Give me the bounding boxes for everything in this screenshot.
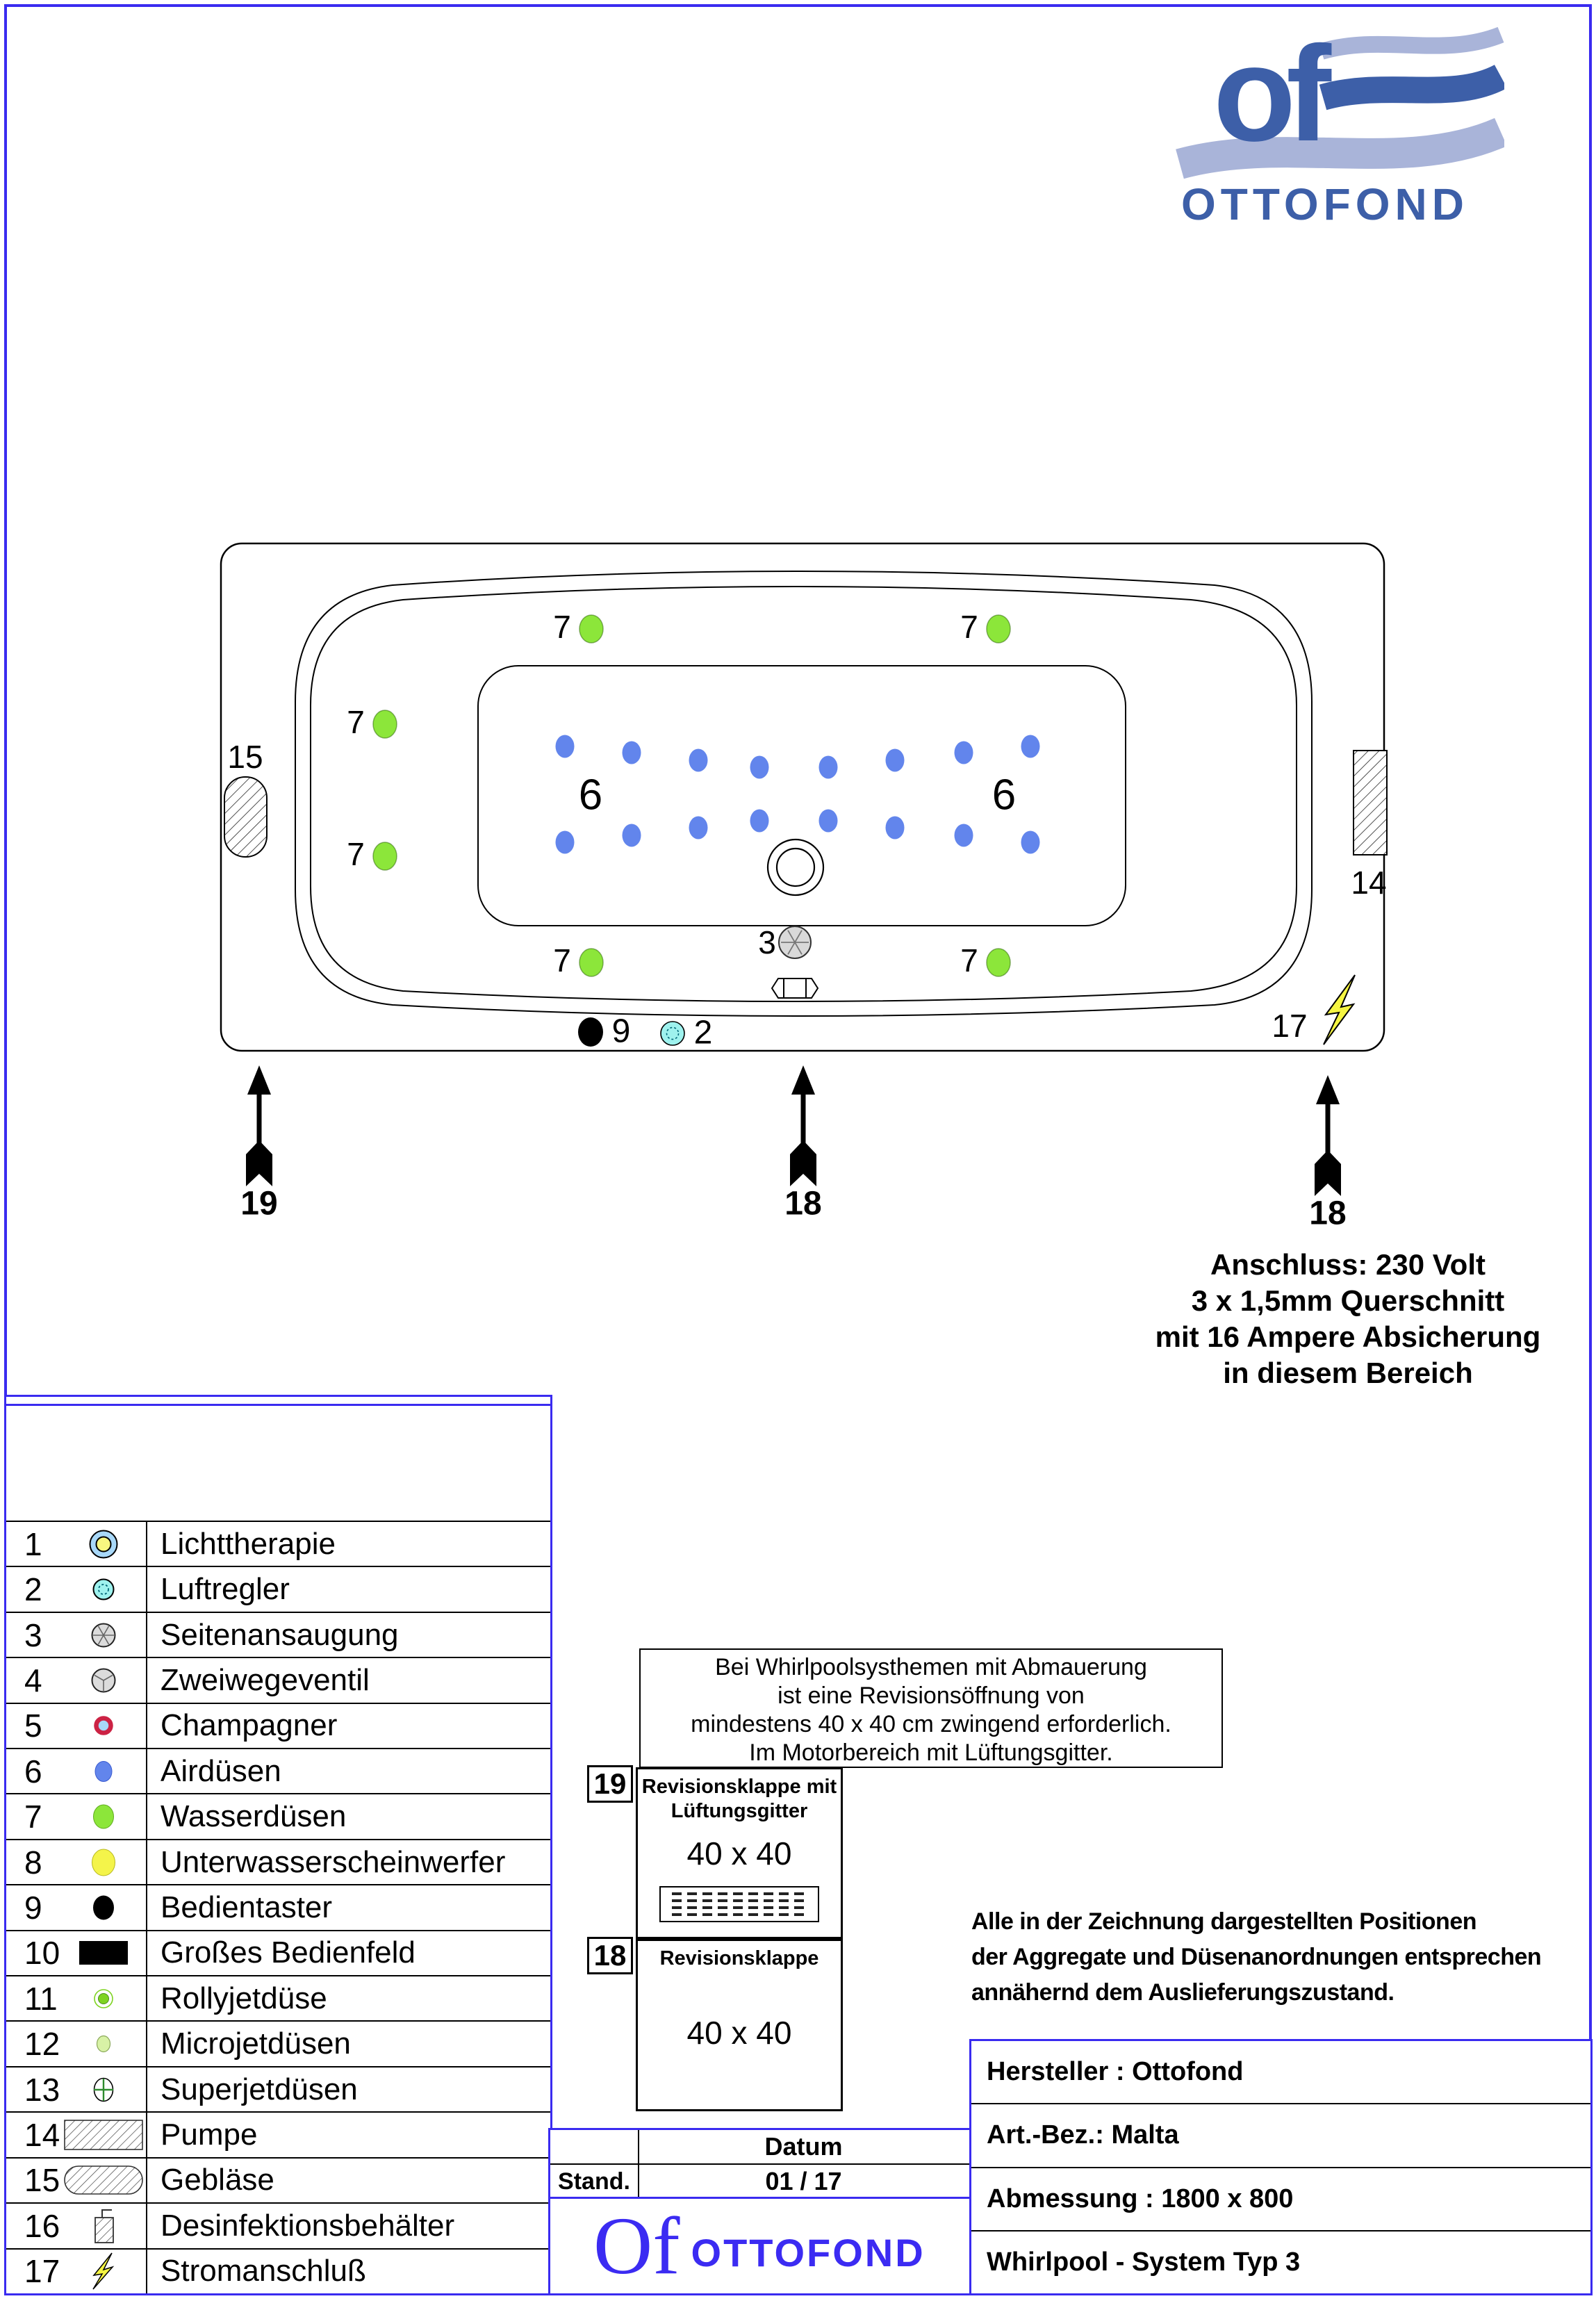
legend-table [4, 1395, 552, 2295]
air-jet-marker [819, 756, 838, 779]
licht-icon [62, 1525, 145, 1564]
info-row-abmessung: Abmessung : 1800 x 800 [971, 2167, 1590, 2230]
water-jet-number: 7 [347, 836, 365, 873]
text-line: Bei Whirlpoolsysthemen mit Abmauerung [715, 1654, 1147, 1680]
stamp-row-stand [550, 2163, 969, 2198]
legend-number: 15 [24, 2162, 60, 2199]
legend-row-bedientaster [6, 1884, 550, 1929]
arrow-number: 18 [784, 1185, 822, 1222]
legend-label: Microjetdüsen [161, 2026, 351, 2061]
legend-row-desinfektionsbeh-lter [6, 2202, 550, 2247]
rev19-size: 40 x 40 [686, 1835, 792, 1872]
legend-number: 4 [24, 1662, 42, 1698]
legend-label: Stromanschluß [161, 2254, 366, 2288]
rev18-size: 40 x 40 [686, 2015, 792, 2051]
direction-arrow-fletch [790, 1140, 816, 1186]
title-stamp [548, 2128, 971, 2295]
legend-number: 14 [24, 2116, 60, 2153]
direction-arrow-fletch [1315, 1150, 1341, 1196]
text-line: der Aggregate und Düsenanordnungen entsprechen [971, 1944, 1542, 1970]
legend-number: 16 [24, 2207, 60, 2244]
legend-label: Gebläse [161, 2163, 274, 2197]
legend-row-zweiwegeventil [6, 1657, 550, 1702]
water-jet-number: 7 [553, 942, 571, 979]
disclaimer-text [971, 1904, 1583, 2011]
arrow-number: 18 [1309, 1195, 1347, 1232]
water-jet-marker [579, 615, 603, 643]
seiten-icon [62, 1616, 145, 1655]
legend-label: Zweiwegeventil [161, 1662, 370, 1697]
stamp-column-divider [638, 2130, 639, 2197]
water-jet-number: 7 [960, 609, 978, 646]
bedienfeld-icon [62, 1933, 145, 1972]
legend-row-lichttherapie [6, 1521, 550, 1566]
legend-row-champagner [6, 1703, 550, 1748]
legend-label: Bedientaster [161, 1890, 333, 1924]
tub-outer-rim [221, 543, 1387, 1051]
water-jet-number: 7 [960, 942, 978, 979]
legend-label: Rollyjetdüse [161, 1981, 327, 2015]
air-jet-marker [886, 749, 905, 772]
unterwasser-icon [62, 1843, 145, 1882]
legend-number: 10 [24, 1935, 60, 1972]
legend-label: Großes Bedienfeld [161, 1935, 416, 1970]
rev19-title [638, 1775, 841, 1824]
air-jet-marker [623, 742, 641, 764]
desinfektion-icon [62, 2206, 145, 2245]
stamp-logo-word: OTTOFOND [691, 2230, 925, 2275]
logo-wave-light-top [1322, 35, 1501, 51]
air-jet-marker [955, 742, 973, 764]
water-jet-marker [373, 842, 397, 870]
overflow-fitting [772, 978, 818, 998]
control-button-marker [578, 1017, 603, 1047]
micro-icon [62, 2024, 145, 2063]
rev18-box [636, 1939, 843, 2111]
legend-top-rule [6, 1404, 550, 1406]
legend-label: Luftregler [161, 1572, 290, 1607]
rev19-box [636, 1767, 843, 1939]
air-control-number: 2 [693, 1014, 713, 1051]
legend-number: 13 [24, 2071, 60, 2108]
revision-note-box [639, 1648, 1223, 1768]
geblaese-icon [62, 2161, 145, 2200]
legend-number: 8 [24, 1844, 42, 1881]
air-jet-marker [1021, 831, 1040, 854]
text-line: mit 16 Ampere Absicherung [1155, 1320, 1541, 1353]
zweiweg-icon [62, 1661, 145, 1700]
legend-number: 2 [24, 1571, 42, 1608]
power-number: 17 [1272, 1008, 1308, 1045]
power-note [1140, 1247, 1556, 1391]
ottofond-logo [1174, 15, 1504, 227]
direction-arrow-fletch [246, 1140, 272, 1186]
legend-label: Superjetdüsen [161, 2072, 358, 2106]
water-jet-marker [987, 615, 1010, 643]
bedientaster-icon [62, 1888, 145, 1927]
air-jet-marker [623, 824, 641, 847]
legend-row-superjetd-sen [6, 2066, 550, 2111]
direction-arrow-head [1316, 1075, 1340, 1104]
control-button-number: 9 [611, 1013, 631, 1050]
text-line: Alle in der Zeichnung dargestellten Positionen [971, 1908, 1476, 1935]
legend-number: 12 [24, 2026, 60, 2063]
air-icon [62, 1752, 145, 1791]
logo-mark: of [1213, 18, 1322, 170]
logo-wave-dark [1323, 76, 1501, 97]
stamp-logo-mark: Of [593, 2200, 680, 2291]
stamp-empty-cell [550, 2130, 638, 2163]
pumpe-icon [62, 2115, 145, 2154]
legend-number: 3 [24, 1616, 42, 1653]
air-jet-marker [955, 824, 973, 847]
air-jet-marker [886, 817, 905, 840]
pump-number: 14 [1351, 865, 1387, 901]
blower-number: 15 [227, 739, 263, 776]
stamp-datum-label: Datum [764, 2132, 843, 2161]
arrow-number: 19 [240, 1185, 278, 1222]
legend-row-stromanschlu- [6, 2248, 550, 2293]
text-line: Im Motorbereich mit Lüftungsgitter. [749, 1739, 1113, 1766]
tub-diagram [195, 486, 1397, 1251]
air-jet-group-number: 6 [578, 771, 603, 819]
legend-label: Pumpe [161, 2117, 258, 2152]
blower-symbol [224, 777, 267, 857]
stamp-stand-value: 01 / 17 [765, 2167, 842, 2195]
text-line: ist eine Revisionsöffnung von [778, 1682, 1085, 1709]
legend-row-aird-sen [6, 1748, 550, 1793]
legend-row-wasserd-sen [6, 1793, 550, 1838]
drain-inner [777, 849, 814, 886]
water-jet-number: 7 [347, 704, 365, 741]
legend-label: Wasserdüsen [161, 1799, 347, 1834]
legend-row-luftregler [6, 1566, 550, 1611]
legend-label: Champagner [161, 1708, 338, 1743]
air-jet-marker [750, 756, 769, 779]
info-table [969, 2039, 1593, 2295]
legend-number: 7 [24, 1799, 42, 1835]
legend-row-microjetd-sen [6, 2020, 550, 2065]
air-jet-marker [556, 831, 575, 854]
suction-number: 3 [758, 924, 776, 961]
legend-number: 5 [24, 1708, 42, 1744]
legend-row-gebl-se [6, 2157, 550, 2202]
legend-number: 9 [24, 1889, 42, 1926]
text-line: Lüftungsgitter [671, 1800, 808, 1822]
legend-number: 11 [24, 1980, 58, 2017]
air-jet-marker [689, 749, 708, 772]
legend-number: 6 [24, 1753, 42, 1790]
legend-number: 1 [24, 1525, 42, 1562]
text-line: 3 x 1,5mm Querschnitt [1191, 1284, 1505, 1317]
legend-number: 17 [24, 2253, 60, 2290]
text-line: annähernd dem Auslieferungszustand. [971, 1979, 1395, 2006]
rev18-number-box: 18 [587, 1937, 633, 1974]
text-line: mindestens 40 x 40 cm zwingend erforderlich. [691, 1711, 1171, 1737]
stamp-stand-label: Stand. [558, 2168, 630, 2195]
water-jet-number: 7 [553, 609, 571, 646]
air-control-marker [661, 1022, 684, 1045]
legend-row-rollyjetd-se [6, 1975, 550, 2020]
direction-arrow-head [791, 1065, 815, 1095]
legend-label: Lichttherapie [161, 1526, 336, 1561]
legend-row-gro-es-bedienfeld [6, 1930, 550, 1975]
legend-column-divider [146, 1521, 147, 2293]
legend-label: Desinfektionsbehälter [161, 2208, 455, 2243]
strom-icon [62, 2252, 145, 2291]
logo-word: OTTOFOND [1181, 179, 1469, 227]
text-line: Anschluss: 230 Volt [1210, 1248, 1486, 1281]
legend-row-unterwasserscheinwerfer [6, 1839, 550, 1884]
stamp-logo [550, 2197, 969, 2293]
legend-label: Airdüsen [161, 1753, 281, 1788]
text-line: in diesem Bereich [1223, 1357, 1473, 1389]
air-jet-marker [750, 810, 769, 833]
air-jet-marker [819, 810, 838, 833]
info-row-artbez: Art.-Bez.: Malta [971, 2103, 1590, 2166]
legend-label: Unterwasserscheinwerfer [161, 1844, 506, 1879]
stamp-row-datum [550, 2130, 969, 2163]
text-line: Revisionsklappe [659, 1947, 819, 1970]
rolly-icon [62, 1979, 145, 2018]
legend-row-seitenansaugung [6, 1612, 550, 1657]
air-jet-marker [556, 735, 575, 758]
text-line: Revisionsklappe mit [641, 1776, 837, 1798]
super-icon [62, 2070, 145, 2109]
wasser-icon [62, 1797, 145, 1836]
rev18-title [638, 1947, 841, 1971]
water-jet-marker [987, 949, 1010, 976]
legend-label: Seitenansaugung [161, 1617, 399, 1652]
pump-symbol [1354, 751, 1387, 855]
air-jet-marker [689, 817, 708, 840]
champagner-icon [62, 1706, 145, 1745]
rev19-number-box: 19 [587, 1765, 633, 1803]
legend-row-pumpe [6, 2111, 550, 2156]
vent-grille-icon [659, 1886, 819, 1922]
air-jet-group-number: 6 [992, 771, 1017, 819]
luft-icon [62, 1570, 145, 1609]
info-row-system: Whirlpool - System Typ 3 [971, 2230, 1590, 2293]
water-jet-marker [579, 949, 603, 976]
water-jet-marker [373, 710, 397, 738]
air-jet-marker [1021, 735, 1040, 758]
info-row-hersteller: Hersteller : Ottofond [987, 2057, 1244, 2087]
direction-arrow-head [247, 1065, 271, 1095]
